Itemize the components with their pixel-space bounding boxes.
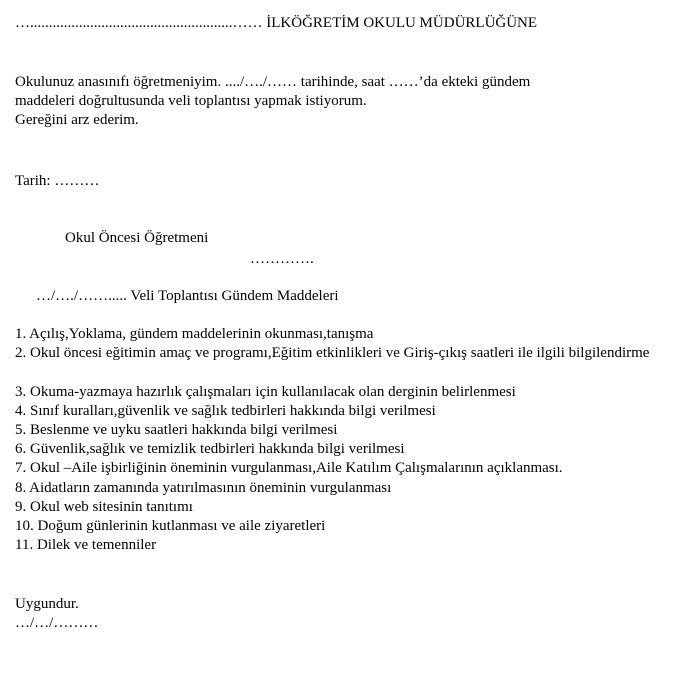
agenda-item: 1. Açılış,Yoklama, gündem maddelerinin okunması,tanışma — [15, 326, 374, 342]
request-line-1: Okulunuz anasınıfı öğretmeniyim. ..../…./…… tarihinde, saat ……’da ekteki gündem — [15, 74, 531, 90]
agenda-item: 10. Doğum günlerinin kutlanması ve aile ziyaretleri — [15, 517, 326, 534]
agenda-item: 9. Okul web sitesinin tanıtımı — [15, 498, 193, 515]
approval-date: …/…/……… — [15, 615, 99, 631]
request-paragraph — [15, 73, 530, 130]
agenda-item: 4. Sınıf kuralları,güvenlik ve sağlık tedbirleri hakkında bilgi verilmesi — [15, 402, 436, 419]
addressee-text: İLKÖĞRETİM OKULU MÜDÜRLÜĞÜNE — [266, 15, 538, 31]
signature-title: Okul Öncesi Öğretmeni — [65, 230, 209, 246]
agenda-list — [15, 325, 665, 555]
addressee-heading — [15, 14, 537, 32]
date-line: Tarih: ……… — [15, 173, 100, 189]
agenda-item: 8. Aidatların zamanında yatırılmasının öneminin vurgulanması — [15, 479, 392, 496]
agenda-title: …/…./……..... Veli Toplantısı Gündem Maddeleri — [36, 288, 339, 304]
agenda-item: 11. Dilek ve temenniler — [15, 537, 157, 554]
request-line-2: maddeleri doğrultusunda veli toplantısı yapmak istiyorum. — [15, 93, 367, 109]
agenda-item: 3. Okuma-yazmaya hazırlık çalışmaları için kullanılacak olan derginin belirlenmesi — [15, 383, 516, 400]
agenda-item: 7. Okul –Aile işbirliğinin öneminin vurgulanması,Aile Katılım Çalışmalarının açıklanması. — [15, 460, 563, 477]
request-line-3: Gereğini arz ederim. — [15, 112, 139, 128]
approval-label: Uygundur. — [15, 596, 79, 612]
school-name-blank: …......................................................…… — [15, 15, 263, 31]
signature-name-blank: …………. — [250, 251, 314, 267]
agenda-item: 6. Güvenlik,sağlık ve temizlik tedbirleri hakkında bilgi verilmesi — [15, 441, 405, 458]
agenda-item: 5. Beslenme ve uyku saatleri hakkında bilgi verilmesi — [15, 421, 338, 438]
agenda-item: 2. Okul öncesi eğitimin amaç ve programı,Eğitim etkinlikleri ve Giriş-çıkış saatleri ile ilgili bilgilendirme — [15, 345, 650, 362]
